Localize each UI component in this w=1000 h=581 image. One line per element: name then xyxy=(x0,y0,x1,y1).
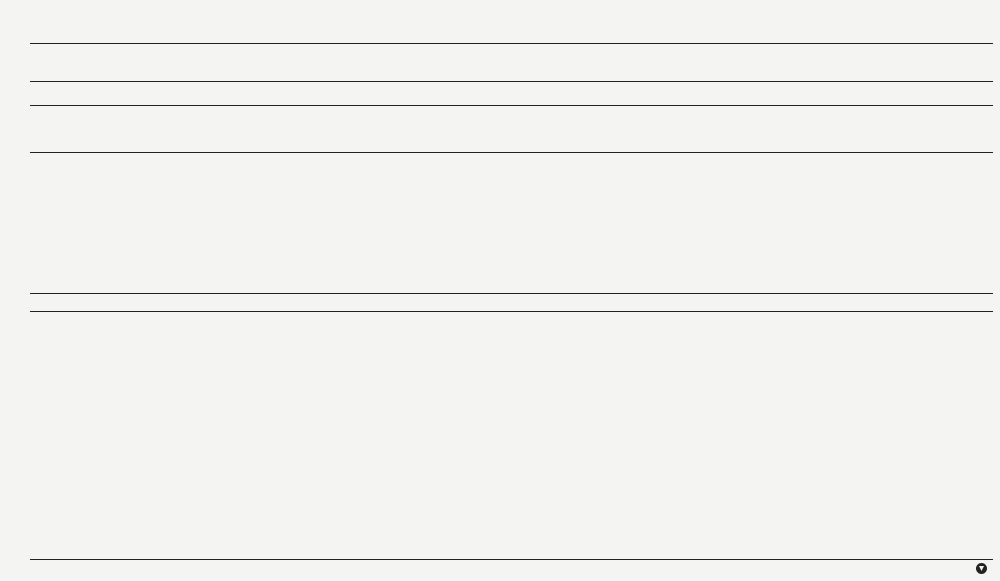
divider xyxy=(30,152,993,153)
divider xyxy=(30,311,993,312)
divider xyxy=(30,293,993,294)
divider xyxy=(30,43,993,44)
divider xyxy=(30,559,993,560)
operator-symbol-icon xyxy=(976,563,987,574)
divider xyxy=(30,81,993,82)
divider xyxy=(30,105,993,106)
